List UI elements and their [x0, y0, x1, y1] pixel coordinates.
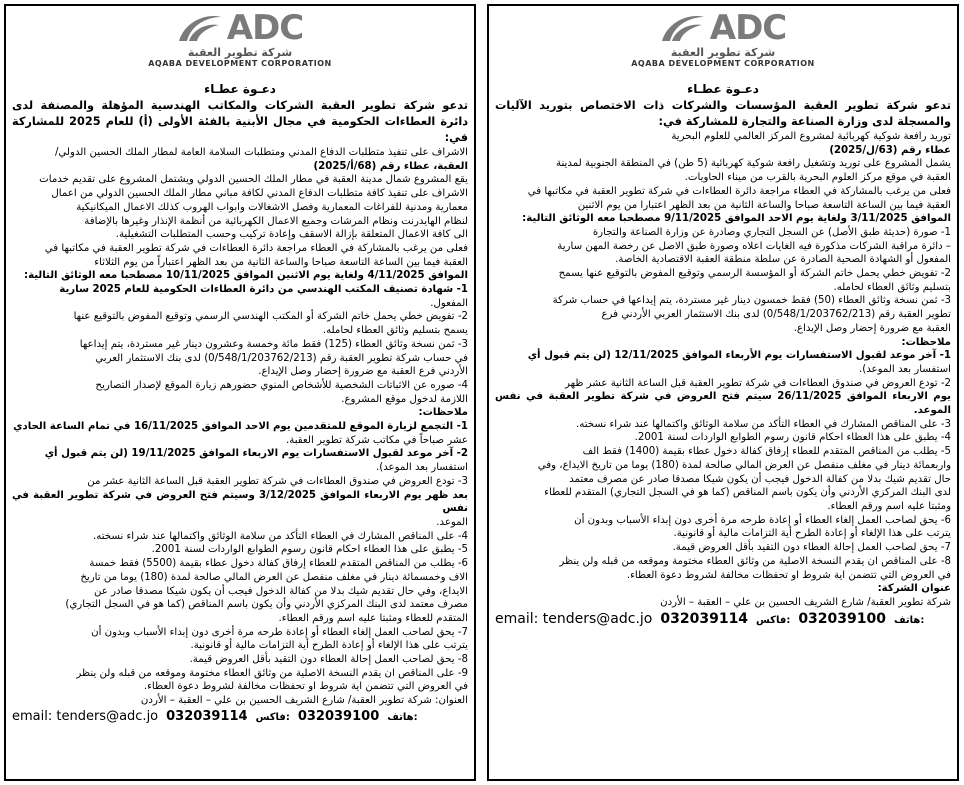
ad-text-line: الايداع، وفي حال تقديم شيك بدلا من كفالة الدخول فيجب أن يكون شيكا مصدقا صادر عن: [94, 585, 468, 597]
ad-text-line: 2- آخر موعد لقبول الاستفسارات يوم الاربعاء الموافق 19/11/2025 (لن يتم قبول أي: [44, 448, 468, 460]
ad-text-line: الموعد.: [436, 516, 468, 528]
ad-text-line: شركة تطوير العقبة/ شارع الشريف الحسين بن علي – العقبة – الأردن: [660, 596, 951, 608]
fax-label: فاكس:: [255, 711, 290, 723]
ad-text-line: المفعول.: [430, 297, 468, 309]
fax-number: 032039114: [660, 610, 749, 627]
ad-text-line: 1- التجمع لزيارة الموقع للمتقدمين يوم الاحد الموافق 16/11/2025 في تمام الساعة الحادي: [13, 421, 468, 433]
ad-text-line: توريد رافعة شوكية كهربائية لمشروع المركز العالمي للعلوم البحرية: [671, 131, 951, 142]
ad-text-line: لدى البنك المركزي الأردني وأن يكون باسم المناقص (كما هو في السجل التجاري) المتقدم للعطاء: [544, 487, 951, 499]
ad-text-line: عشر صباحاً في مكاتب شركة تطوير العقبة.: [286, 434, 468, 446]
ad-text-line: 5- يطبق على هذا العطاء احكام قانون رسوم الطوابع الواردات لسنة 2001.: [151, 544, 468, 556]
email-link[interactable]: email: tenders@adc.jo: [495, 610, 653, 627]
adc-logo: [489, 6, 957, 80]
ad-text-line: العقبة فيما بين الساعة التاسعة صباحا والساعة الثانية من بعد الظهر اعتبارا من يوم الاثنين: [577, 199, 951, 211]
contact-row: [495, 611, 951, 627]
ad-text-line: – دائرة مراقبة الشركات مذكورة فيه الغايات اعلاه وصورة طبق الاصل عن رخصة المهن سارية: [557, 240, 951, 252]
ad-text-line: اللازمة لدخول موقع المشروع.: [341, 393, 468, 405]
ad-text-line: عنوان الشركة:: [877, 583, 951, 595]
phone-number: 032039100: [798, 610, 886, 627]
adc-swoosh-icon: [660, 11, 706, 45]
ad-text-line: مصرف معتمد لدى البنك المركزي الأردني وأن يكون باسم المناقص (كما هو في السجل التجاري): [65, 599, 468, 611]
ad-text-line: 8- على المناقص ان يقدم النسخة الاصلية من وثائق العطاء مختومة وموقعه من قبله ولن ينظر: [559, 555, 951, 567]
ad-text-line: في العروض التي تتضمن اية شروط او تحفظات مخالفة لشروط دعوة العطاء.: [143, 681, 468, 693]
ad-text-line: المتقدم للعطاء ومثبتا عليه اسم ورقم العطاء.: [278, 612, 468, 624]
logo-english-name: AQABA DEVELOPMENT CORPORATION: [631, 59, 815, 68]
logo-english-name: AQABA DEVELOPMENT CORPORATION: [148, 59, 332, 68]
ad-text-line: 4- صوره عن الاثباتات الشخصية للأشخاص المنوي حضورهم زيارة الموقع لإصدار التصاريح: [95, 379, 468, 391]
ad-text-line: المفعول أو الشهادة الصحية الصادرة عن سلطة منطقة العقبة الاقتصادية الخاصة.: [615, 254, 951, 266]
ad-text-line: حال تقديم شيك بدلا من كفالة الدخول فيجب أن يكون شيكا مصدقا صادر عن مصرف معتمد: [569, 473, 951, 485]
ad-text-line: يترتب على هذا الإلغاء أو إعادة الطرح أية التزامات مالية أو قانونية.: [190, 640, 468, 652]
logo-text: ADC: [709, 8, 787, 48]
ad-text-line: 2- تودع العروض في صندوق العطاءات في شركة تطوير العقبة قبل الساعة الثانية عشر ظهر: [565, 377, 951, 389]
ad-text-line: فعلى من يرغب بالمشاركة في العطاء مراجعة دائرة العطاءات في شركة تطوير العقبة في مكاتبها في: [44, 242, 468, 254]
tender-ad-right: [487, 4, 959, 781]
ad-text-line: 4- يطبق على هذا العطاء احكام قانون رسوم الطوابع الواردات لسنة 2001.: [634, 432, 951, 444]
ad-text-line: 3- ثمن نسخة وثائق العطاء (125) فقط مائة وخمسة وعشرون دينار غير مستردة، يتم إيداعها: [79, 338, 468, 350]
ad-text-line: ملاحظات:: [418, 407, 468, 419]
ad-intro: تدعو شركة تطوير العقبة الشركات والمكاتب الهندسية المؤهلة والمصنفة لدى دائرة العطاءات الحكومية في مجال الأبنية بالفئة الأولى (أ) للعام 2025 للمشاركة في:: [12, 99, 468, 144]
ad-heading: دعـوة عطـاء: [687, 82, 759, 96]
ad-text-line: 6- يحق لصاحب العمل إلغاء العطاء أو إعادة طرحه مرة أخرى دون إبداء الأسباب وبدون أن: [574, 514, 951, 526]
ad-text-line: 1- صورة (حديثة طبق الأصل) عن السجل التجاري وصادرة عن وزارة الصناعة والتجارة: [592, 226, 951, 238]
ad-text-line: 5- يطلب من المناقص المتقدم للعطاء إرفاق كفالة دخول عطاء بقيمة (1400) فقط الف: [582, 446, 951, 458]
ad-text-line: معمارية ومدنية للفراغات المعمارية وفصل الاشغالات وابواب الهروب كذلك الاعمال الميكانيكية: [76, 201, 468, 213]
ad-text-line: ملاحظات:: [901, 336, 951, 348]
ad-text-line: العنوان: شركة تطوير العقبة/ شارع الشريف الحسين بن علي – العقبة – الأردن: [140, 695, 468, 707]
ad-text-line: 3- على المناقص المشارك في العطاء التأكد من سلامة الوثائق واكتمالها عند شراء نسخته.: [576, 418, 951, 430]
ad-text-line: ومثبتا عليه اسم ورقم العطاء.: [827, 500, 951, 512]
ad-text-line: الى كافة الاعمال المتعلقة بإزالة الاسقف وإعادة تركيب وحسب المتطلبات التشغيلية.: [115, 229, 468, 241]
ad-text-line: واربعمائة دينار في مغلف منفصل عن العرض المالي صالحة لمدة (180) يوما من تاريخ الايداع، وفي: [537, 459, 951, 471]
ad-text-line: يوم الاربعاء الموافق 26/11/2025 سيتم فتح العروض في شركة تطوير العقبة في نفس الموعد.: [495, 391, 951, 417]
tender-ad-left: [4, 4, 476, 781]
ad-text-line: الاشراف على تنفيذ متطلبات الدفاع المدني ومتطلبات السلامة العامة لمطار الملك الحسين الدولي/: [55, 147, 468, 158]
ad-text-lines: [12, 146, 468, 708]
ad-text-line: 1- شهادة تصنيف المكتب الهندسي من دائرة العطاءات الحكومية للعام 2025 سارية: [59, 284, 468, 296]
ad-text-line: 3- ثمن نسخة وثائق العطاء (50) فقط خمسون دينار غير مستردة، يتم إيداعها في حساب شركة: [552, 295, 951, 307]
email-link[interactable]: email: tenders@adc.jo: [12, 708, 159, 724]
ad-text-line: 3- تودع العروض في صندوق العطاءات في شركة تطوير العقبة قبل الساعة الثانية عشر من: [87, 475, 468, 487]
fax-label: فاكس:: [756, 614, 791, 626]
ad-text-line: في العروض التي تتضمن اية شروط او تحفظات مخالفة لشروط دعوة العطاء.: [626, 569, 951, 581]
ad-heading: دعـوة عطـاء: [204, 82, 276, 96]
ad-text-line: الموافق 4/11/2025 ولغاية يوم الاثنين الموافق 10/11/2025 مصطحبا معه الوثائق التالية:: [24, 270, 468, 282]
ad-text-line: العقبة، عطاء رقم (68/أ/2025): [313, 160, 468, 172]
ad-text-line: العقبة فيما بين الساعة التاسعة صباحا والساعة الثانية من بعد الظهر اعتباراً من يوم الثلاثاء: [94, 256, 468, 268]
logo-arabic-name: شركة تطوير العقبة: [670, 46, 776, 59]
ad-text-line: العقبة في موقع مركز العلوم البحرية بالقرب من ميناء الحاويات.: [684, 172, 951, 184]
ad-body: [489, 82, 957, 627]
adc-swoosh-icon: [177, 11, 223, 45]
phone-label: هاتف:: [893, 614, 925, 626]
ad-text-line: فعلى من يرغب بالمشاركة في العطاء مراجعة دائرة العطاءات في شركة تطوير العقبة في مكاتبها في: [527, 185, 951, 197]
logo-arabic-name: شركة تطوير العقبة: [187, 46, 293, 59]
logo-text: ADC: [226, 8, 304, 48]
ad-text-line: استفسار بعد الموعد).: [858, 363, 951, 375]
ad-text-line: في حساب شركة تطوير العقبة رقم (0/548/1/203762/213) لدى بنك الاستثمار العربي: [95, 352, 468, 364]
ad-text-line: الاف وخمسمائة دينار في مغلف منفصل عن العرض المالي صالحة لمدة (180) يوما من تاريخ: [80, 571, 468, 583]
ad-text-line: بتسليم وثائق العطاء لحامله.: [833, 281, 951, 293]
ad-text-line: تطوير العقبة رقم (0/548/1/203762/213) لدى بنك الاستثمار العربي الأردني فرع: [601, 309, 951, 321]
ad-text-line: عطاء رقم (63/ل/2025): [829, 144, 951, 156]
ad-body: [6, 82, 474, 724]
ad-intro: تدعو شركة تطوير العقبة المؤسسات والشركات ذات الاختصاص بتوريد الآليات والمسجلة لدى وزارة الصناعة والتجارة للمشاركة في:: [495, 99, 951, 128]
ad-text-line: يقع المشروع شمال مدينة العقبة في مطار الملك الحسين الدولي ويشتمل المشروع على تقديم خدمات: [39, 174, 468, 186]
ad-text-line: بعد ظهر يوم الاربعاء الموافق 3/12/2025 وسيتم فتح العروض في شركة تطوير العقبة في نفس: [12, 489, 469, 515]
ad-text-line: 7- يحق لصاحب العمل إلغاء العطاء أو إعادة طرحه مرة أخرى دون إبداء الأسباب وبدون أن: [91, 626, 468, 638]
ad-text-line: 7- يحق لصاحب العمل إحالة العطاء دون التقيد بأقل العروض قيمة.: [672, 542, 951, 554]
adc-logo: [6, 6, 474, 80]
ad-text-line: يشمل المشروع على توريد وتشغيل رافعة شوكية كهربائية (5 طن) في المنطقة الجنوبية لمدينة: [556, 158, 951, 170]
ad-text-line: الموافق 3/11/2025 ولغاية يوم الاحد الموافق 9/11/2025 مصطحبا معه الوثائق التالية:: [522, 213, 951, 225]
phone-label: هاتف:: [387, 711, 418, 723]
ad-text-line: 2- تفويض خطي يحمل خاتم الشركة أو المؤسسة الرسمي وتوقيع المفوض بالتوقيع عنها يسمح: [558, 268, 951, 280]
ad-text-line: 9- على المناقص ان يقدم النسخة الاصلية من وثائق العطاء مختومة وموقعه من قبله ولن ينظر: [76, 667, 468, 679]
ad-text-line: لنظام الهايدرنت ونظام المرشات وجميع الاعمال الكهربائية من أنظمة الإنذار وغيرها بالإضافة: [84, 215, 468, 227]
ad-text-line: يترتب على هذا الإلغاء أو إعادة الطرح أية التزامات مالية أو قانونية.: [673, 528, 951, 540]
fax-number: 032039114: [166, 708, 248, 724]
ad-text-line: الاشراف على تنفيذ كافة متطلبات الدفاع المدني لكافة مباني مطار الملك الحسين الدولي من اعمال: [51, 188, 468, 200]
ad-text-line: 4- على المناقص المشارك في العطاء التأكد من سلامة الوثائق واكتمالها عند شراء نسخته.: [93, 530, 468, 542]
ad-text-line: 1- آخر موعد لقبول الاستفسارات يوم الأربعاء الموافق 12/11/2025 (لن يتم قبول أي: [527, 350, 951, 362]
ad-text-line: العقبة مع ضرورة إحضار وصل الإيداع.: [793, 322, 951, 334]
ad-text-line: الأردني فرع العقبة مع ضرورة إحضار وصل الإيداع.: [258, 366, 468, 378]
contact-row: [12, 709, 468, 724]
ad-text-lines: [495, 130, 951, 610]
ad-text-line: يسمح بتسليم وثائق العطاء لحامله.: [322, 325, 468, 337]
ad-text-line: 8- يحق لصاحب العمل إحالة العطاء دون التقيد بأقل العروض قيمة.: [189, 654, 468, 666]
ad-text-line: 2- تفويض خطي يحمل خاتم الشركة أو المكتب الهندسي الرسمي وتوقيع المفوض بالتوقيع عنها: [73, 311, 468, 323]
ad-text-line: 6- يطلب من المناقص المتقدم للعطاء إرفاق كفالة دخول عطاء بقيمة (5500) فقط خمسة: [89, 558, 468, 570]
phone-number: 032039100: [297, 708, 380, 724]
ad-text-line: استفسار بعد الموعد).: [375, 462, 468, 474]
